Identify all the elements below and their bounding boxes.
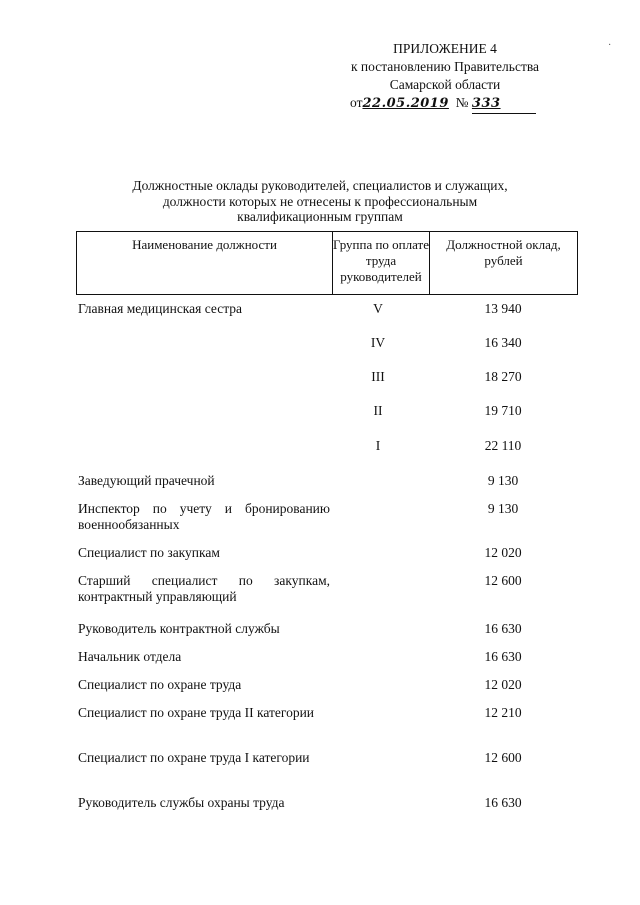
pay-group: I <box>375 438 381 453</box>
salary-value: 9 130 <box>487 473 519 488</box>
header-group: Группа по оплате труда руководителей <box>333 232 430 294</box>
annex-title: ПРИЛОЖЕНИЕ 4 <box>393 41 497 56</box>
position-name: Специалист по охране труда II категории <box>78 705 315 720</box>
salary-value: 19 710 <box>484 403 522 418</box>
position-name: Руководитель службы охраны труда <box>78 795 285 810</box>
document-title-line2: должности которых не отнесены к профессиональным <box>162 193 478 209</box>
position-name: Заведующий прачечной <box>78 473 215 488</box>
document-title-line1: Должностные оклады руководителей, специалистов и служащих, <box>132 178 508 193</box>
header-position: Наименование должности <box>77 232 333 294</box>
salary-value: 12 600 <box>484 573 522 588</box>
salary-value: 16 340 <box>484 335 522 350</box>
document-title-line3: квалификационным группам <box>237 209 403 224</box>
position-name: Инспектор по учету и бронированию военнообязанных <box>78 501 330 532</box>
salary-value: 12 600 <box>484 750 522 765</box>
annex-subtitle-line2: Самарской области <box>389 77 501 92</box>
salary-value: 16 630 <box>484 649 522 664</box>
decree-date-handwritten: 22.05.2019 <box>362 96 449 111</box>
number-prefix: № <box>455 95 469 110</box>
salary-value: 12 210 <box>484 705 522 720</box>
position-name: Руководитель контрактной службы <box>78 621 280 636</box>
position-name: Старший специалист по закупкам, контрактный управляющий <box>78 573 330 604</box>
position-name: Начальник отдела <box>78 649 182 664</box>
salary-value: 13 940 <box>484 301 522 316</box>
scan-dot: · <box>608 40 612 51</box>
pay-group: III <box>371 369 385 384</box>
position-name: Специалист по охране труда I категории <box>78 750 310 765</box>
salary-value: 16 630 <box>484 621 522 636</box>
pay-group: V <box>373 301 383 316</box>
salary-value: 16 630 <box>484 795 522 810</box>
salary-value: 12 020 <box>484 677 522 692</box>
decree-number-handwritten: 333 <box>472 95 536 114</box>
header-salary: Должностной оклад, рублей <box>446 237 561 268</box>
position-name: Главная медицинская сестра <box>78 301 243 316</box>
salary-value: 22 110 <box>484 438 522 453</box>
salary-value: 9 130 <box>487 501 519 516</box>
pay-group: II <box>373 403 383 418</box>
salary-value: 12 020 <box>484 545 522 560</box>
pay-group: IV <box>370 335 386 350</box>
date-prefix: от <box>350 95 363 110</box>
position-name: Специалист по охране труда <box>78 677 242 692</box>
annex-subtitle-line1: к постановлению Правительства <box>350 59 540 74</box>
position-name: Специалист по закупкам <box>78 545 220 560</box>
salary-value: 18 270 <box>484 369 522 384</box>
